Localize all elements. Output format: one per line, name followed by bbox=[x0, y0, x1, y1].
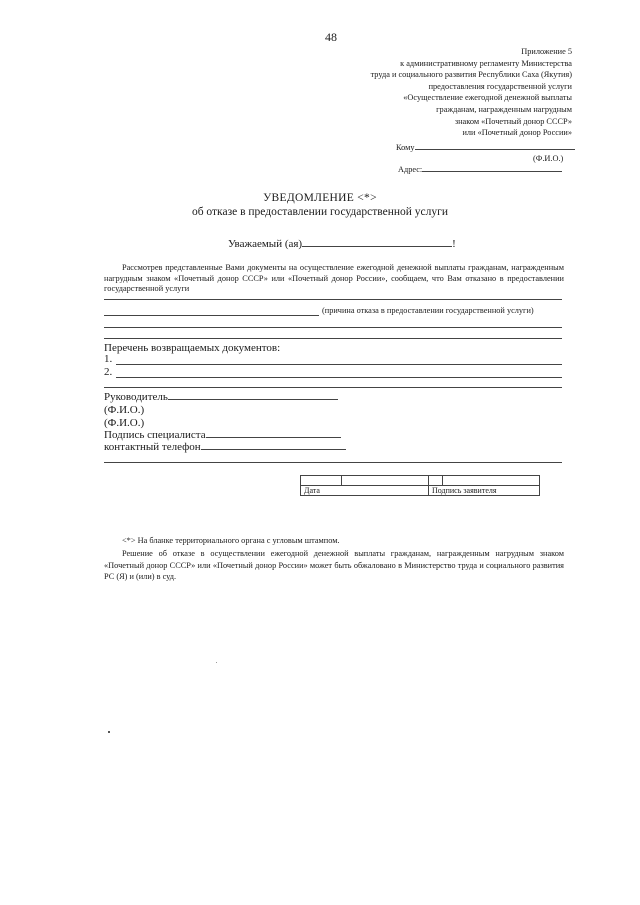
signature-head-field bbox=[168, 399, 338, 400]
document-item-1 bbox=[104, 353, 112, 366]
reason-line bbox=[104, 338, 562, 339]
contact-phone-label: контактный телефон bbox=[104, 441, 201, 453]
notice-title: УВЕДОМЛЕНИЕ <*> bbox=[263, 192, 377, 204]
greeting bbox=[228, 238, 456, 251]
contact-phone bbox=[104, 441, 346, 454]
recipient-to-field bbox=[415, 149, 575, 150]
footnote-note: <*> На бланке территориального органа с угловым штампом. bbox=[122, 536, 340, 545]
signature-specialist-field bbox=[206, 437, 341, 438]
recipient-to bbox=[396, 142, 575, 154]
reason-line bbox=[104, 299, 562, 300]
signature-specialist-label: Подпись специалиста bbox=[104, 429, 206, 441]
reason-line bbox=[104, 315, 319, 316]
appendix-line: труда и социального развития Республики Саха (Якутия) bbox=[370, 70, 572, 80]
greeting-text: Уважаемый (ая) bbox=[228, 238, 303, 250]
reason-line bbox=[104, 327, 562, 328]
greeting-name-field bbox=[302, 246, 452, 247]
recipient-address-field bbox=[422, 171, 562, 172]
greeting-end: ! bbox=[452, 238, 456, 250]
appendix-line: знаком «Почетный донор СССР» bbox=[454, 116, 572, 126]
documents-heading: Перечень возвращаемых документов: bbox=[104, 342, 281, 354]
document-line bbox=[116, 377, 562, 378]
recipient-address bbox=[398, 164, 562, 176]
stamp-date-label: Дата bbox=[301, 486, 429, 496]
document-line bbox=[104, 387, 562, 388]
notice-body: Рассмотрев представленные Вами документы на осуществление ежегодной денежной выплаты гражданам, награжденным нагрудным знаком «Почетный донор СССР» или «Почетный донор России», сообщаем, что Вам отказано в предоставлении государственной услуги bbox=[104, 263, 564, 293]
section-divider bbox=[104, 462, 562, 463]
appendix-line: предоставления государственной услуги bbox=[428, 81, 572, 91]
stamp-signature-label: Подпись заявителя bbox=[429, 486, 540, 496]
signature-head bbox=[104, 391, 338, 404]
document-item-2 bbox=[104, 366, 112, 379]
scan-speck bbox=[216, 662, 217, 663]
footnote-appeal: Решение об отказе в осуществлении ежегодной денежной выплаты гражданам, награжденным нагрудным знаком «Почетный донор СССР» или «Почетный донор России» может быть обжаловано в Министерство труда и социального развития РС (Я) и (или) в суд. bbox=[104, 549, 564, 581]
appendix-line: гражданам, награжденным нагрудным bbox=[436, 104, 572, 114]
appendix-line: или «Почетный донор России» bbox=[462, 128, 572, 138]
appendix-line: к административному регламенту Министерства bbox=[400, 58, 572, 68]
document-line bbox=[116, 364, 562, 365]
appendix-header bbox=[371, 46, 572, 139]
contact-phone-field bbox=[201, 449, 346, 450]
reason-caption: (причина отказа в предоставлении государственной услуги) bbox=[322, 306, 534, 315]
recipient-fio-caption: (Ф.И.О.) bbox=[533, 154, 564, 163]
document-item-number: 1. bbox=[104, 353, 113, 365]
signature-head-label: Руководитель bbox=[104, 391, 168, 403]
signature-fio-2: (Ф.И.О.) bbox=[104, 417, 145, 429]
recipient-to-label: Кому bbox=[396, 143, 415, 152]
page-number: 48 bbox=[325, 30, 337, 44]
applicant-stamp-table bbox=[300, 475, 540, 496]
document-item-number: 2. bbox=[104, 366, 113, 378]
recipient-address-label: Адрес: bbox=[398, 165, 423, 174]
notice-subtitle: об отказе в предоставлении государственной услуги bbox=[191, 206, 449, 218]
appendix-line: «Осуществление ежегодной денежной выплаты bbox=[403, 93, 572, 103]
signature-fio-1: (Ф.И.О.) bbox=[104, 404, 145, 416]
appendix-line: Приложение 5 bbox=[521, 47, 572, 56]
scan-speck bbox=[108, 731, 110, 733]
